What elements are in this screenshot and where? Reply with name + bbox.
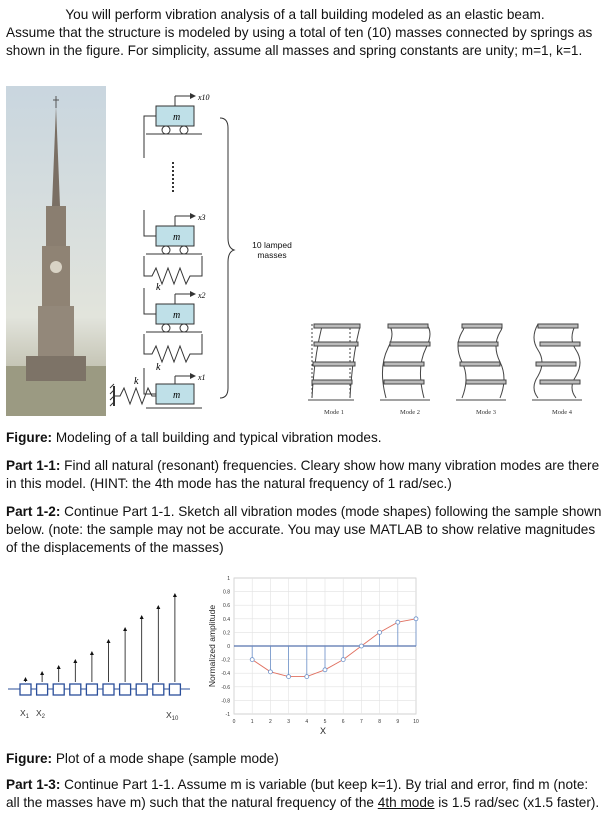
data-point (305, 675, 309, 679)
arrow-head (107, 639, 111, 643)
arrow-head (57, 665, 61, 669)
spring-label: k (156, 362, 161, 373)
mass-label: m (173, 310, 181, 321)
x1-label: $X_1$ (20, 708, 30, 720)
mass-label: m (173, 112, 181, 123)
y-tick-label: -0.6 (221, 684, 230, 691)
mode-1-label: Mode 1 (324, 409, 345, 416)
mass-box (70, 684, 81, 695)
x-tick-label: 10 (413, 719, 419, 725)
arrow-head (24, 677, 28, 681)
x-tick-label: 8 (378, 719, 381, 725)
tower-illustration (6, 86, 106, 416)
sample-mode-masses (6, 600, 196, 726)
data-point (268, 670, 272, 674)
mass-box (103, 684, 114, 695)
figure1-caption: Figure: Modeling of a tall building and typical vibration modes. (6, 430, 382, 445)
y-tick-label: 0.6 (223, 603, 230, 610)
y-tick-label: 1 (227, 576, 230, 582)
y-tick-label: 0 (227, 644, 230, 650)
x-tick-label: 4 (305, 719, 309, 725)
mass-spring-diagram (120, 88, 260, 418)
mass-boxes (20, 593, 180, 695)
x2-label: x2 (198, 291, 206, 300)
x-tick-label: 0 (232, 719, 236, 725)
data-point (250, 658, 254, 662)
y-tick-label: -0.4 (221, 671, 230, 678)
mode-3-label: Mode 3 (476, 409, 497, 416)
y-tick-label: -1 (225, 712, 230, 718)
mass-box (120, 684, 131, 695)
arrow-head (90, 651, 94, 655)
y-tick-label: 0.8 (223, 589, 230, 596)
mass-box (153, 684, 164, 695)
y-tick-label: -0.8 (221, 698, 230, 705)
data-point (396, 620, 400, 624)
arrow-head (140, 615, 144, 619)
x10-label: $X_{10}$ (166, 710, 179, 722)
part-1-2: Part 1-2: Continue Part 1-1. Sketch all vibration modes (mode shapes) following the sample shown below. (note: the sample may not be accurate. You may use MATLAB to show relative magnitudes of the displacements of the masses) (6, 504, 602, 555)
brace-label: 10 lamped masses (252, 240, 292, 260)
x-tick-label: 6 (341, 719, 345, 725)
x-axis-label: X (319, 726, 327, 736)
mass-box (20, 684, 31, 695)
x-tick-label: 7 (360, 719, 363, 725)
arrow-head (173, 593, 177, 597)
arrow-head (156, 605, 160, 609)
data-point (359, 644, 363, 648)
figure2-caption: Figure: Plot of a mode shape (sample mode) (6, 751, 279, 766)
arrow-head (40, 671, 44, 675)
ellipsis-dots (172, 162, 174, 192)
mass-box (37, 684, 48, 695)
y-tick-label: -0.2 (221, 657, 230, 664)
mass-label: m (173, 232, 181, 243)
spring-label: k (134, 376, 139, 387)
data-point (323, 668, 327, 672)
data-point (378, 630, 382, 634)
x3-label: x3 (198, 213, 206, 222)
part-1-1: Part 1-1: Find all natural (resonant) frequencies. Cleary show how many vibration modes are there in this model. (HINT: the 4th mode has the natural frequency of 1 rad/sec.) (6, 458, 600, 491)
y-tick-label: 0.4 (223, 616, 230, 623)
x-tick-label: 5 (323, 719, 327, 725)
mode-shapes-figure (300, 318, 600, 420)
data-point (287, 675, 291, 679)
y-tick-label: 0.2 (223, 630, 230, 637)
mass-label: m (173, 390, 181, 401)
spring-label: k (156, 282, 161, 293)
mass-box (86, 684, 97, 695)
x10-label: x10 (198, 93, 210, 102)
x-tick-label: 2 (269, 719, 272, 725)
data-point (414, 617, 418, 621)
intro-paragraph: Assume that the structure is modeled by using a total of ten (10) masses connected by springs as shown in the figure. For simplicity, assume all masses and spring constants are unity; m=1, k=1. (6, 25, 593, 58)
part-1-3: Part 1-3: Continue Part 1-1. Assume m is variable (but keep k=1). By trial and error, find m (note: all the masses have m) such that the natural frequency of the 4th mode is 1.5 rad/sec (x1.5 faster). (6, 777, 600, 810)
mode-shape-chart (204, 572, 430, 740)
mass-box (136, 684, 147, 695)
arrow-head (73, 659, 77, 663)
x1-label: x1 (198, 373, 206, 382)
x-tick-label: 1 (250, 719, 254, 725)
x2-label: $X_2$ (36, 708, 46, 720)
mode-2-label: Mode 2 (400, 409, 421, 416)
intro-line-1: You will perform vibration analysis of a tall building modeled as an elastic beam. (65, 7, 545, 22)
mass-box (169, 684, 180, 695)
y-axis-label: Normalized amplitude (207, 604, 217, 688)
arrow-head (123, 627, 127, 631)
mass-box (53, 684, 64, 695)
mode-4-label: Mode 4 (552, 409, 573, 416)
x-tick-label: 3 (287, 719, 290, 725)
x-tick-label: 9 (396, 719, 400, 725)
data-point (341, 658, 345, 662)
